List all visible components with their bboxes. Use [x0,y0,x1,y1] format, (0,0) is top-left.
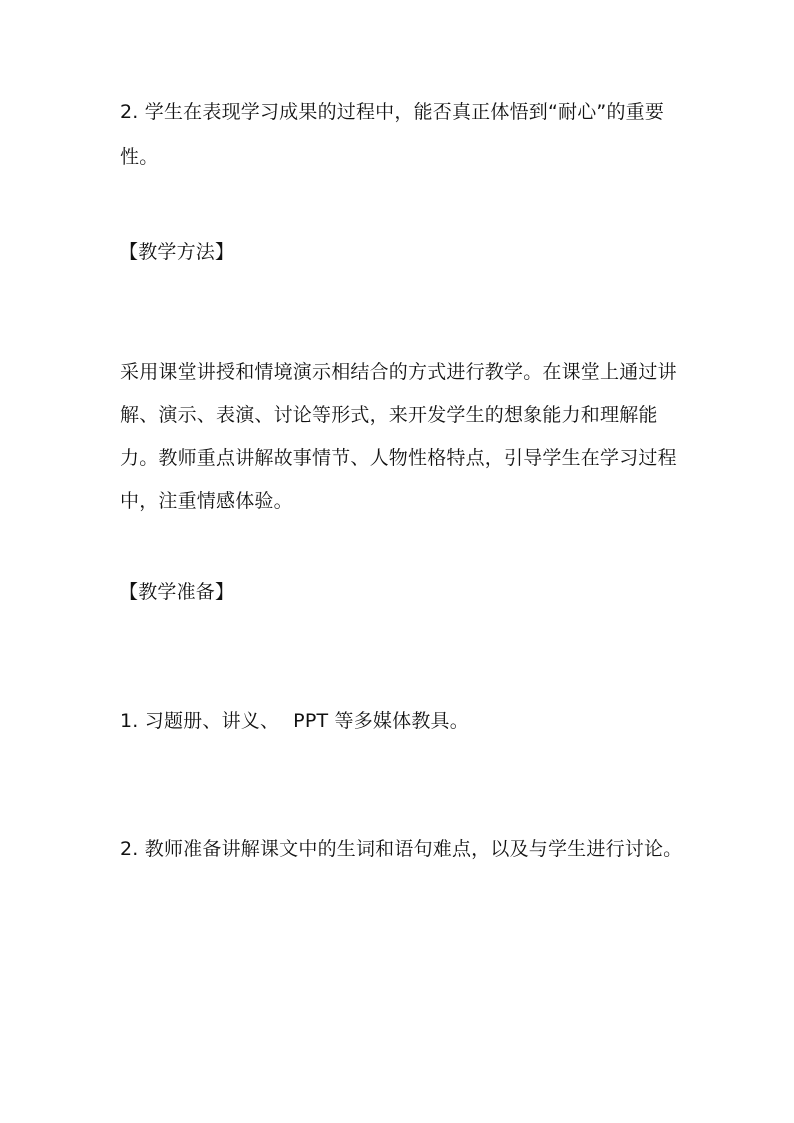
teaching-methods-line-4: 中，注重情感体验。 [120,490,293,512]
teaching-methods-heading: 【教学方法】 [119,241,235,263]
teaching-methods-line-2: 解、演示、表演、讨论等形式，来开发学生的想象能力和理解能 [120,404,658,426]
preparation-item-1-prefix: 1. 习题册、讲义、 [120,710,280,732]
preparation-item-1 [120,709,469,733]
teaching-preparation-heading: 【教学准备】 [119,581,235,603]
teaching-methods-line-1: 采用课堂讲授和情境演示相结合的方式进行教学。在课堂上通过讲 [120,361,677,383]
preparation-item-1-suffix: PPT 等多媒体教具。 [293,710,469,732]
teaching-methods-line-3: 力。教师重点讲解故事情节、人物性格特点，引导学生在学习过程 [120,447,677,469]
goal-item-2-line-2: 性。 [120,146,159,168]
goal-item-2-line-1: 2. 学生在表现学习成果的过程中，能否真正体悟到“耐心”的重要 [120,101,665,123]
preparation-item-2: 2. 教师准备讲解课文中的生词和语句难点，以及与学生进行讨论。 [120,838,683,860]
